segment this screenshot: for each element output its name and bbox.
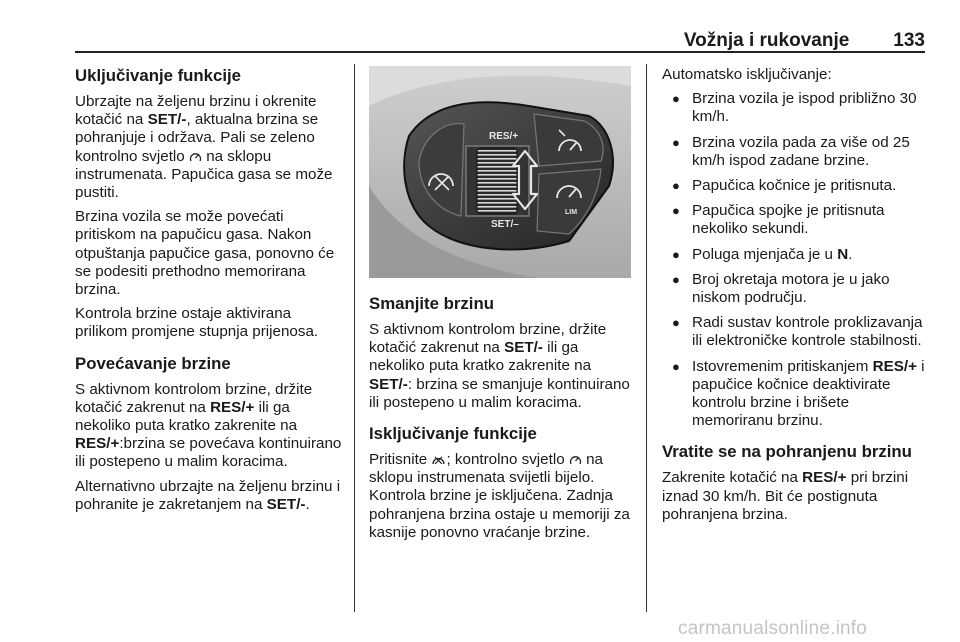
paragraph-increase-speed: S aktivnom kontrolom brzine, držite kotačić zakrenut na RES/+ ili ga nekoliko puta kratko zakrenite na RES/+:brzina se povećava kontinuirano ili postepeno u malim koracima. — [75, 380, 342, 471]
page-number: 133 — [893, 30, 925, 51]
list-item: ● Istovremenim pritiskanjem RES/+ i papučice kočnice deaktivirate kontrolu brzine i brišete memoriranu brzinu. — [662, 358, 926, 431]
list-item: ● Radi sustav kontrole proklizavanja ili elektroničke kontrole stabilnosti. — [662, 314, 926, 350]
page-header — [75, 22, 925, 52]
paragraph-accelerate: Brzina vozila se može povećati pritiskom na papučicu gasa. Nakon otpuštanja papučice gasa, ponovno će se podesiti prethodno memorirana brzina. — [75, 208, 335, 299]
left-column — [75, 66, 347, 520]
list-item: ● Papučica spojke je pritisnuta nekoliko sekundi. — [662, 202, 926, 238]
watermark: carmanualsonline.info — [678, 618, 868, 639]
deactivation-conditions-list — [662, 90, 926, 430]
automatic-deactivation-intro: Automatsko isključivanje: — [662, 66, 832, 83]
cruise-indicator-icon — [189, 149, 202, 159]
heading-increase-speed: Povećavanje brzine — [75, 353, 231, 373]
list-item: ● Brzina vozila pada za više od 25 km/h ispod zadane brzine. — [662, 134, 926, 170]
header-rule — [75, 51, 925, 53]
list-item: ● Papučica kočnice je pritisnuta. — [662, 177, 926, 195]
lim-label: LIM — [565, 209, 578, 216]
paragraph-switch-on: Ubrzajte na željenu brzinu i okrenite kotačić na SET/-, aktualna brzina se pohranjuje i održava. Pali se zeleno kontrolno svjetlo na sklopu instrumenata. Papučica gasa se može pustiti. — [75, 93, 333, 202]
paragraph-gear-change: Kontrola brzine ostaje aktivirana prilikom promjene stupnja prijenosa. — [75, 305, 319, 341]
list-item: ● Poluga mjenjača je u N. — [662, 246, 926, 264]
heading-switch-on: Uključivanje funkcije — [75, 66, 242, 85]
right-column — [662, 66, 926, 530]
paragraph-return-to-stored-speed: Zakrenite kotačić na RES/+ pri brzini iznad 30 km/h. Bit će postignuta pohranjena brzina. — [662, 469, 909, 523]
middle-column — [369, 294, 637, 548]
paragraph-switch-off: Pritisnite ; kontrolno svjetlo na sklopu instrumenata svijetli bijelo. Kontrola brzine je isključena. Zadnja pohranjena brzina ostaje u memoriji za kasnije ponovno vraćanje brzine. — [369, 451, 630, 541]
heading-reduce-speed: Smanjite brzinu — [369, 294, 494, 313]
heading-switch-off: Isključivanje funkcije — [369, 424, 537, 444]
section-title: Vožnja i rukovanje — [683, 30, 850, 51]
paragraph-reduce-speed: S aktivnom kontrolom brzine, držite kotačić zakrenut na SET/- ili ga nekoliko puta kratko zakrenite na SET/-: brzina se smanjuje kontinuirano ili postepeno u malim koracima. — [369, 321, 630, 411]
paragraph-alternative: Alternativno ubrzajte na željenu brzinu i pohranite je zakretanjem na SET/-. — [75, 477, 341, 513]
column-divider-left — [354, 64, 355, 612]
res-plus-label: RES/+ — [489, 131, 519, 142]
cruise-off-button-icon — [431, 452, 446, 463]
list-item: ● Broj okretaja motora je u jako niskom području. — [662, 271, 926, 307]
steering-wheel-controls-illustration — [369, 66, 631, 278]
set-minus-label: SET/– — [491, 219, 519, 230]
list-item: ● Brzina vozila je ispod približno 30 km/h. — [662, 90, 926, 126]
heading-return-to-stored-speed: Vratite se na pohranjenu brzinu — [662, 442, 912, 462]
column-divider-right — [646, 64, 647, 612]
cruise-indicator-icon — [569, 452, 582, 462]
